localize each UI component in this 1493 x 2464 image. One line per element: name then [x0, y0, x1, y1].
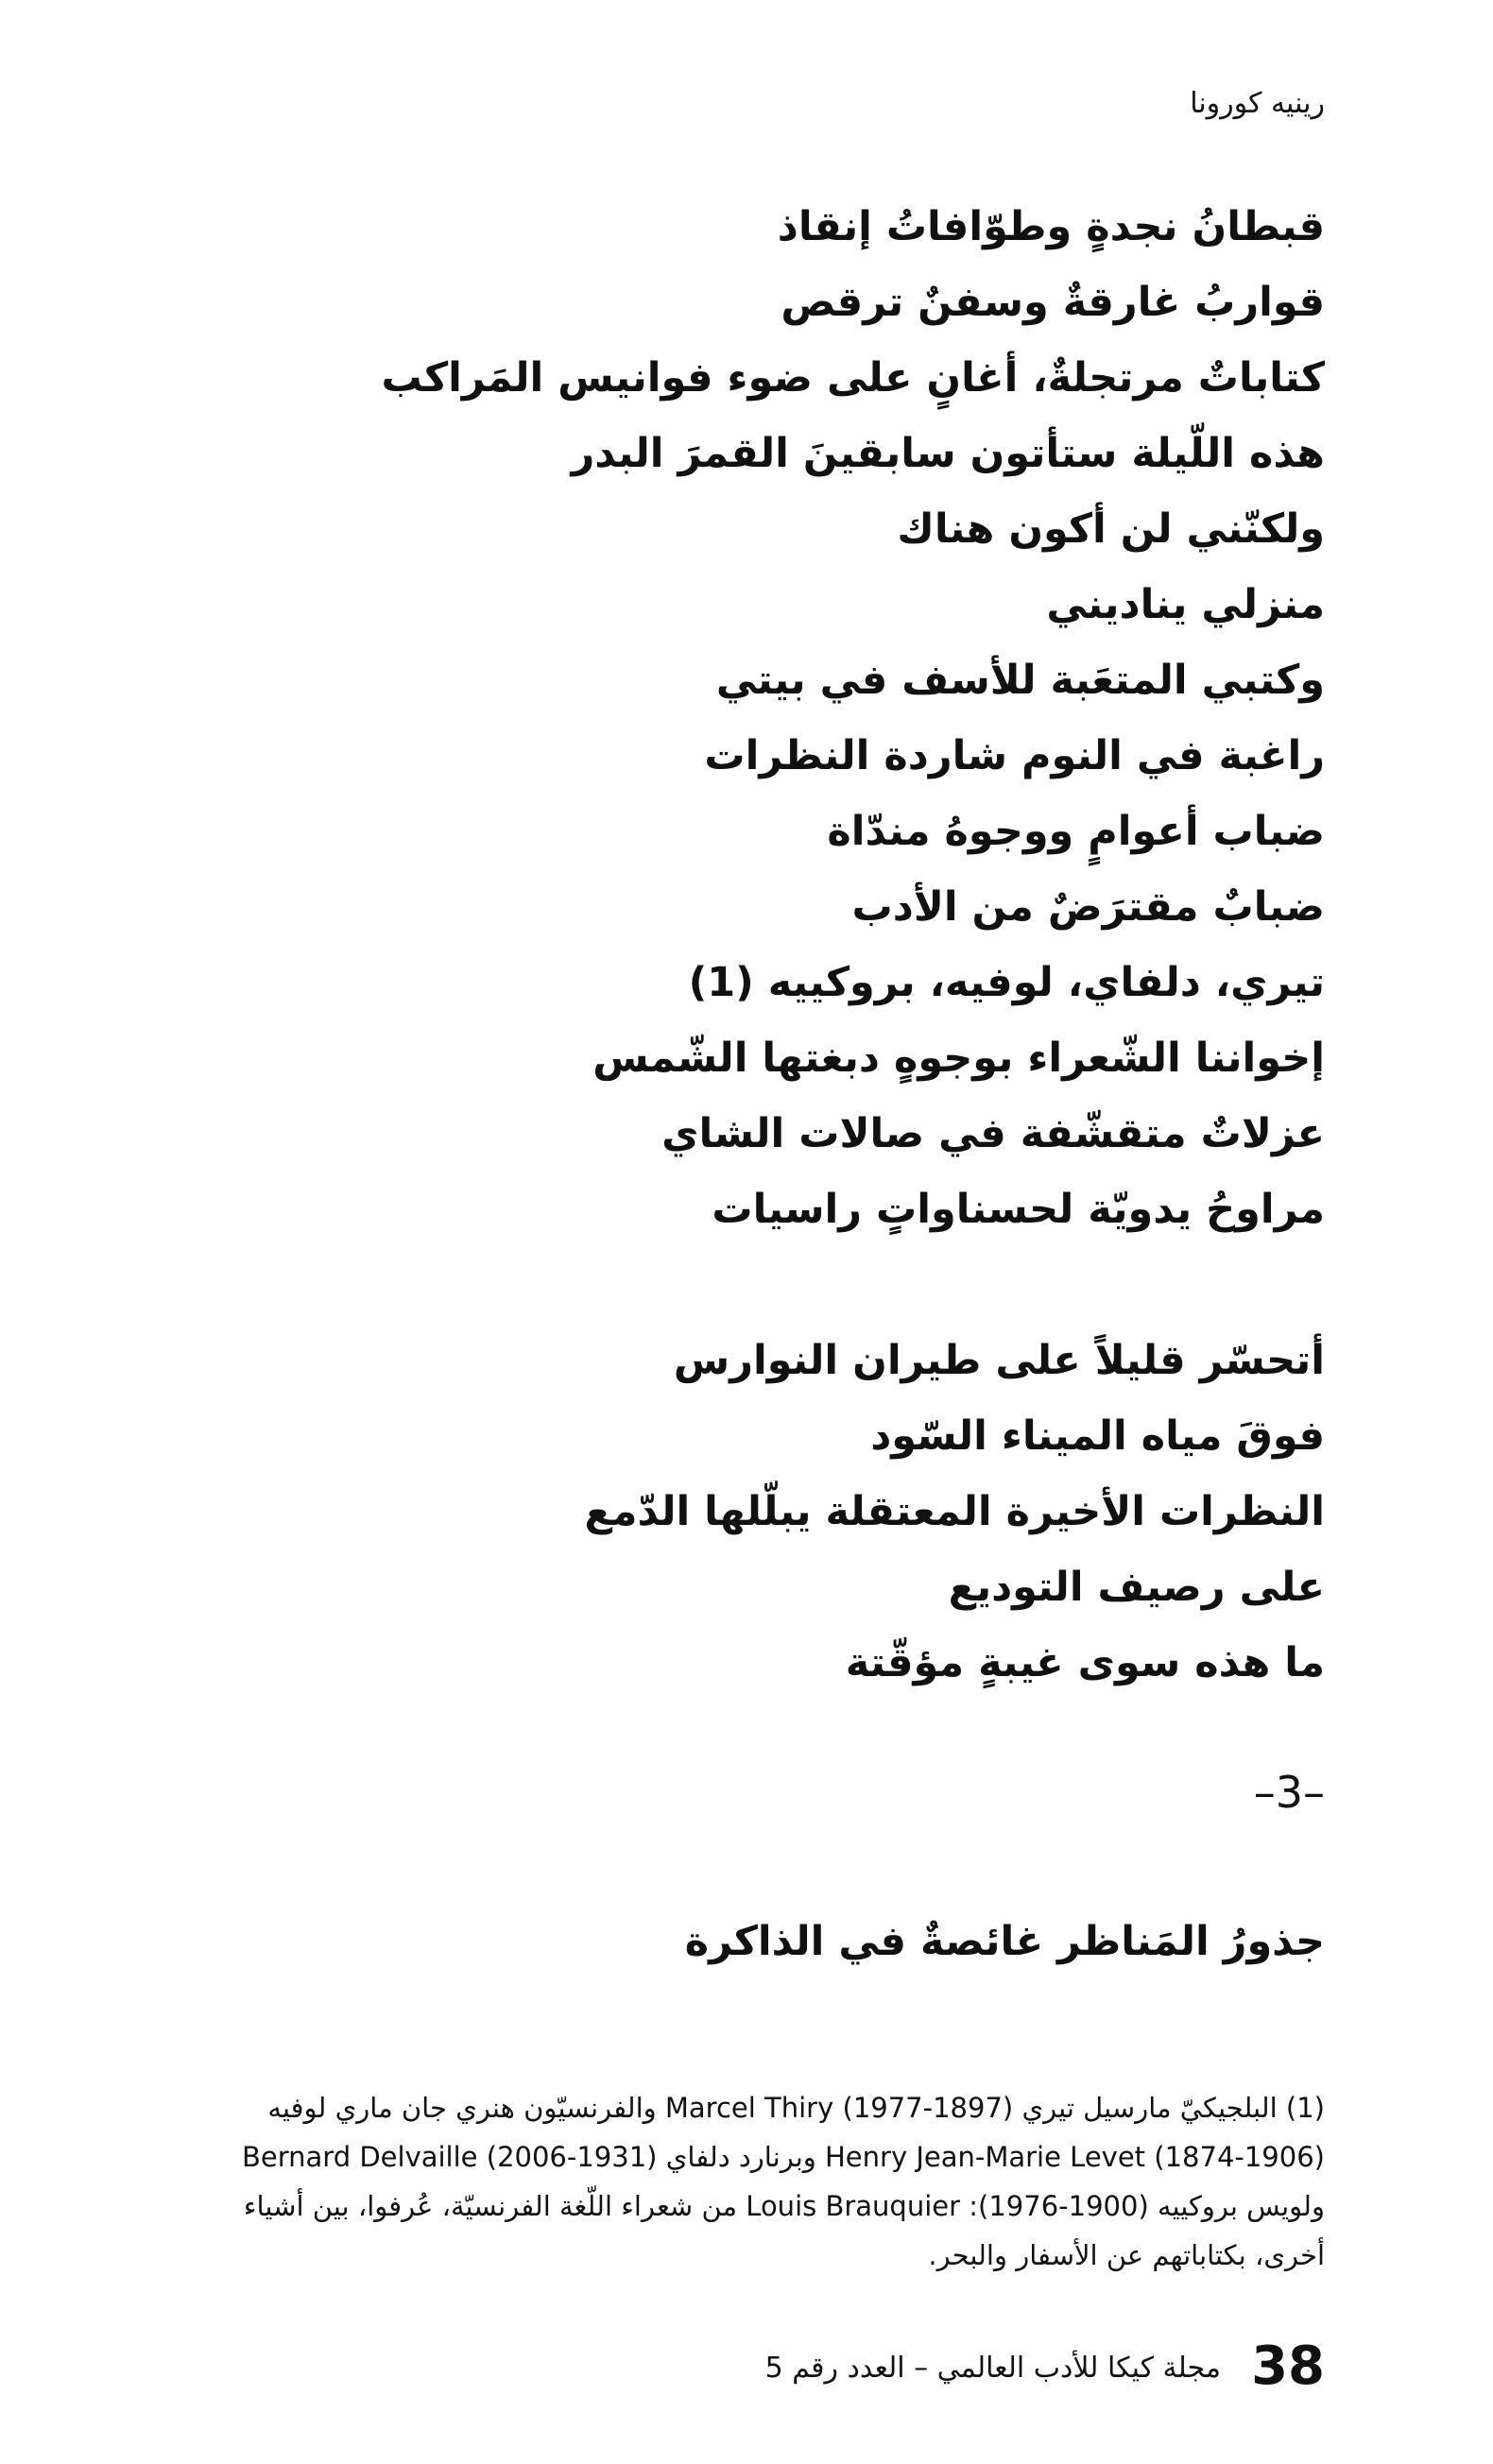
stanza-1	[191, 189, 1325, 1247]
poem-line: مراوحُ يدويّة لحسناواتٍ راسيات	[712, 1186, 1325, 1233]
poem	[191, 189, 1325, 1701]
poem-line: قواربُ غارقةٌ وسفنٌ ترقص	[781, 279, 1325, 326]
page-number: 38	[1251, 2336, 1325, 2397]
poem-line: ما هذه سوى غيبةٍ مؤقّتة	[845, 1639, 1325, 1686]
poem-line: هذه اللّيلة ستأتون سابقينَ القمرَ البدر	[571, 430, 1325, 477]
poem-line: إخواننا الشّعراء بوجوهٍ دبغتها الشّمس	[592, 1035, 1325, 1082]
section-number: –3–	[1253, 1767, 1325, 1818]
section-first-line: جذورُ المَناظر غائصةٌ في الذاكرة	[684, 1918, 1325, 1965]
poem-line: ولكنّني لن أكون هناك	[897, 505, 1325, 553]
poem-line: أتحسّر قليلاً على طيران النوارس	[673, 1337, 1325, 1384]
poem-line: وكتبي المتعَبة للأسف في بيتي	[715, 657, 1325, 704]
poem-line: منزلي يناديني	[1046, 581, 1325, 628]
running-head: رينيه كورونا	[1190, 87, 1325, 120]
footnote-line: ولويس بروكييه (1900-1976): Louis Brauquier من شعراء اللّغة الفرنسيّة، عُرفوا، بين أشياء	[243, 2190, 1325, 2222]
poem-line: عزلاتٌ متقشّفة في صالات الشاي	[661, 1110, 1325, 1157]
poem-line: ضبابٌ مقترَضٌ من الأدب	[851, 883, 1325, 931]
footnote-line: (1874-1906) Henry Jean-Marie Levet وبرنارد دلفاي (1931-2006) Bernard Delvaille	[242, 2141, 1325, 2173]
poem-line: تيري، دلفاي، لوفيه، بروكييه (1)	[688, 959, 1325, 1006]
footnote-line: أخرى، بكتاباتهم عن الأسفار والبحر.	[928, 2239, 1325, 2271]
poem-line: ضباب أعوامٍ ووجوهُ مندّاة	[827, 808, 1325, 855]
page-footer	[739, 2334, 1325, 2400]
journal-title: مجلة كيكا للأدب العالمي – العدد رقم 5	[764, 2352, 1221, 2385]
stanza-2	[191, 1323, 1325, 1701]
poem-line: قبطانُ نجدةٍ وطوّافاتُ إنقاذ	[777, 203, 1325, 250]
poem-line: فوقَ مياه الميناء السّود	[870, 1412, 1325, 1460]
footnote-line: (1) البلجيكيّ مارسيل تيري (1897-1977) Marcel Thiry والفرنسيّون هنري جان ماري لوفيه	[267, 2092, 1325, 2124]
footnote	[181, 2083, 1325, 2280]
poem-line: راغبة في النوم شاردة النظرات	[704, 732, 1325, 779]
poem-line: على رصيف التوديع	[948, 1564, 1325, 1611]
poem-line: كتاباتٌ مرتجلةٌ، أغانٍ على ضوء فوانيس المَراكب	[381, 354, 1325, 402]
stanza-gap	[191, 1247, 1325, 1323]
poem-line: النظرات الأخيرة المعتقلة يبلّلها الدّمع	[584, 1488, 1325, 1535]
